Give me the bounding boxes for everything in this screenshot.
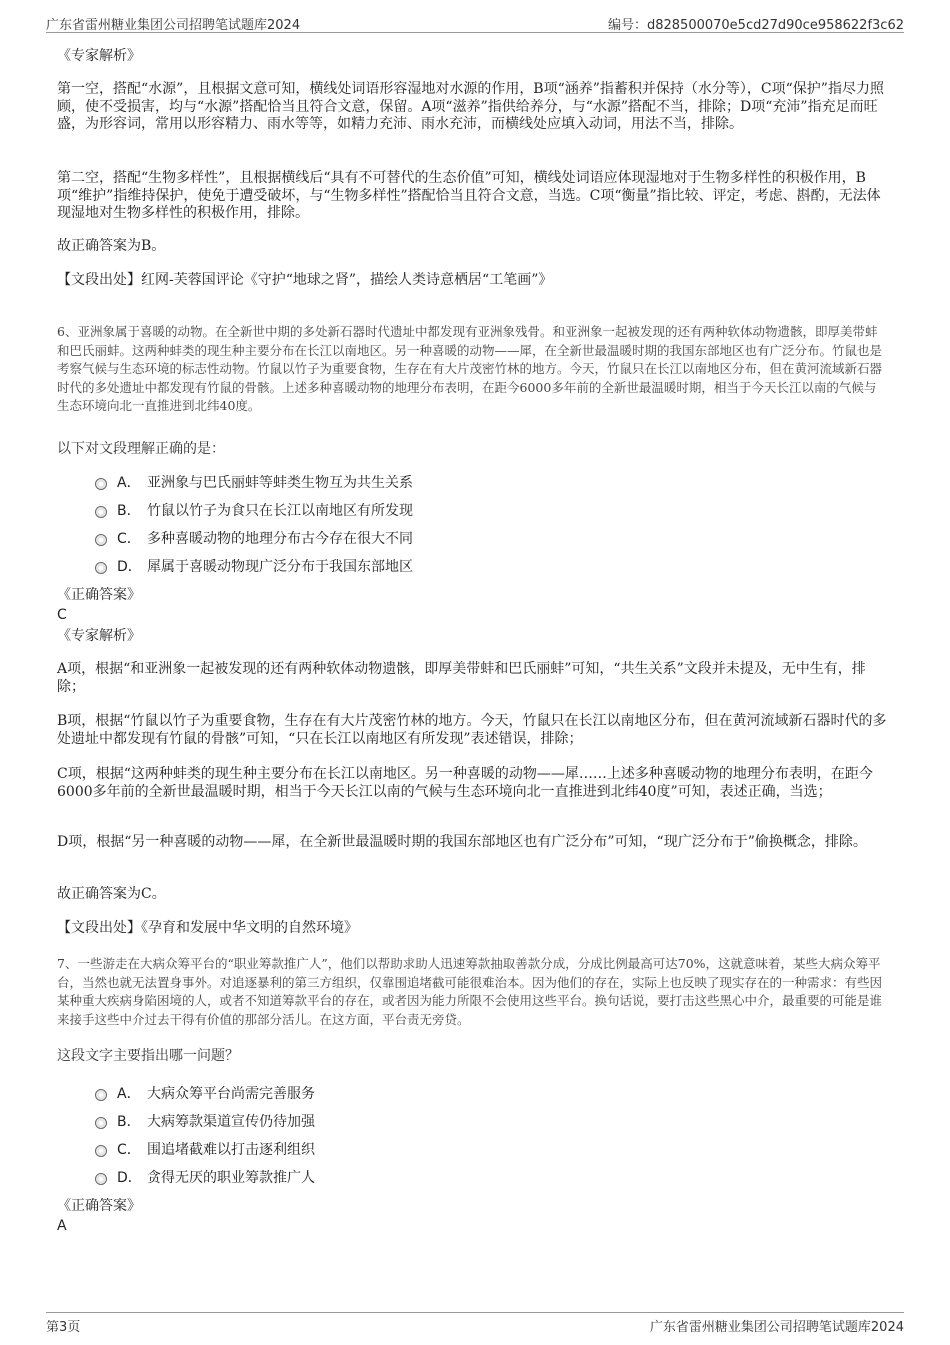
q6-analysis-a: A项，根据“和亚洲象一起被发现的还有两种软体动物遗骸，即厚美带蚌和巴氏丽蚌”可知，“共生关系”文段并未提及，无中生有，排除； bbox=[57, 661, 866, 695]
q7-stem: 7、一些游走在大病众筹平台的“职业筹款推广人”，他们以帮助求助人迅速筹款抽取善款分成，分成比例最高可达70%，这就意味着，某些大病众筹平台，当然也就无法置身事外。对追逐暴利的第三方组织，仅靠围追堵截可能很难治本。因为他们的存在，实际上也反映了现实存在的一种需求：有些因某种重大疾病身陷困境的人，或者不知道筹款平台的存在，或者因为能力所限不会使用这些平台。换句话说，要打击这些黑心中介，最重要的可能是谁来接手这些中介过去干得有价值的那部分活儿。在这方面，平台责无旁贷。 bbox=[57, 956, 883, 1027]
q7-option-b[interactable]: B． 大病筹款渠道宣传仍待加强 bbox=[95, 1112, 315, 1132]
radio-icon[interactable] bbox=[95, 1117, 107, 1129]
q6-stem: 6、亚洲象属于喜暖的动物。在全新世中期的多处新石器时代遗址中都发现有亚洲象残骨。和亚洲象一起被发现的还有两种软体动物遗骸，即厚美带蚌和巴氏丽蚌。这两种蚌类的现生种主要分布在长江以南地区。另一种喜暖的动物——犀，在全新世最温暖时期的我国东部地区也有广泛分布。竹鼠也是考察气候与生态环境的标志性动物。竹鼠以竹子为重要食物，生存在有大片茂密竹林的地方。今天，竹鼠只在长江以南地区分布，但在黄河流域新石器时代的多处遗址中都发现有竹鼠的骨骸。上述多种喜暖动物的地理分布表明，在距今6000多年前的全新世最温暖时期，相当于今天长江以南的气候与生态环境向北一直推进到北纬40度。 bbox=[57, 324, 883, 413]
q6-conclusion: 故正确答案为C。 bbox=[57, 886, 166, 902]
q6-option-c[interactable]: C． 多种喜暖动物的地理分布古今存在很大不同 bbox=[95, 529, 413, 549]
page-header bbox=[46, 14, 904, 33]
q6-answer: C bbox=[57, 607, 67, 623]
q6-analysis-b: B项，根据“竹鼠以竹子为重要食物，生存在有大片茂密竹林的地方。今天，竹鼠只在长江以南地区分布，但在黄河流域新石器时代的多处遗址中都发现有竹鼠的骨骸”可知，“只在长江以南地区有所发现”表述错误，排除； bbox=[57, 713, 887, 747]
q6-analysis-c: C项，根据“这两种蚌类的现生种主要分布在长江以南地区。另一种喜暖的动物——犀……上述多种喜暖动物的地理分布表明，在距今6000多年前的全新世最温暖时期，相当于今天长江以南的气候与生态环境向北一直推进到北纬40度”可知，表述正确，当选； bbox=[57, 766, 873, 800]
q6-option-a[interactable]: A． 亚洲象与巴氏丽蚌等蚌类生物互为共生关系 bbox=[95, 473, 413, 493]
option-text: 大病筹款渠道宣传仍待加强 bbox=[147, 1114, 315, 1130]
q7-option-a[interactable]: A． 大病众筹平台尚需完善服务 bbox=[95, 1084, 315, 1104]
radio-icon[interactable] bbox=[95, 1145, 107, 1157]
radio-icon[interactable] bbox=[95, 534, 107, 546]
q5-analysis-para2: 第二空，搭配“生物多样性”，且根据横线后“具有不可替代的生态价值”可知，横线处词语应体现湿地对于生物多样性的积极作用，B项“维护”指维持保护，使免于遭受破坏，与“生物多样性”搭配恰当且符合文意，当选。C项“衡量”指比较、评定，考虑、斟酌，无法体现湿地对生物多样性的积极作用，排除。 bbox=[57, 170, 881, 221]
q6-answer-title: 《正确答案》 bbox=[57, 587, 141, 603]
radio-icon[interactable] bbox=[95, 562, 107, 574]
header-title: 广东省雷州糖业集团公司招聘笔试题库2024 bbox=[46, 18, 301, 33]
option-text: 犀属于喜暖动物现广泛分布于我国东部地区 bbox=[147, 559, 413, 575]
q5-source: 【文段出处】红网-芙蓉国评论《守护“地球之肾”，描绘人类诗意栖居“工笔画”》 bbox=[57, 272, 553, 288]
q7-option-d[interactable]: D． 贪得无厌的职业筹款推广人 bbox=[95, 1168, 315, 1188]
radio-icon[interactable] bbox=[95, 478, 107, 490]
page-number: 第3页 bbox=[46, 1320, 81, 1335]
option-text: 围追堵截难以打击逐利组织 bbox=[147, 1142, 315, 1158]
q7-answer: A bbox=[57, 1218, 67, 1234]
q6-option-b[interactable]: B． 竹鼠以竹子为食只在长江以南地区有所发现 bbox=[95, 501, 413, 521]
option-text: 亚洲象与巴氏丽蚌等蚌类生物互为共生关系 bbox=[147, 475, 413, 491]
radio-icon[interactable] bbox=[95, 1173, 107, 1185]
radio-icon[interactable] bbox=[95, 506, 107, 518]
option-text: 贪得无厌的职业筹款推广人 bbox=[147, 1170, 315, 1186]
q6-question: 以下对文段理解正确的是： bbox=[57, 441, 225, 457]
q5-analysis-para1: 第一空，搭配“水源”，且根据文意可知，横线处词语形容湿地对水源的作用，B项“涵养”指蓄积并保持（水分等），C项“保护”指尽力照顾，使不受损害，均与“水源”搭配恰当且符合文意，保留。A项“滋养”指供给养分，与“水源”搭配不当，排除；D项“充沛”指充足而旺盛，为形容词，常用以形容精力、雨水等等，如精力充沛、雨水充沛，而横线处应填入动词，用法不当，排除。 bbox=[57, 81, 884, 132]
option-text: 大病众筹平台尚需完善服务 bbox=[147, 1086, 315, 1102]
footer-title: 广东省雷州糖业集团公司招聘笔试题库2024 bbox=[649, 1320, 904, 1335]
option-text: 竹鼠以竹子为食只在长江以南地区有所发现 bbox=[147, 503, 413, 519]
q6-analysis-d: D项，根据“另一种喜暖的动物——犀，在全新世最温暖时期的我国东部地区也有广泛分布”可知，“现广泛分布于”偷换概念，排除。 bbox=[57, 834, 867, 850]
header-doc-id: 编号：d828500070e5cd27d90ce958622f3c62 bbox=[607, 18, 904, 33]
q6-option-d[interactable]: D． 犀属于喜暖动物现广泛分布于我国东部地区 bbox=[95, 557, 413, 577]
q7-answer-title: 《正确答案》 bbox=[57, 1198, 141, 1214]
q5-analysis-title: 《专家解析》 bbox=[57, 48, 141, 64]
q6-source: 【文段出处】《孕育和发展中华文明的自然环境》 bbox=[57, 920, 358, 936]
q7-question: 这段文字主要指出哪一问题？ bbox=[57, 1048, 239, 1064]
q7-option-c[interactable]: C． 围追堵截难以打击逐利组织 bbox=[95, 1140, 315, 1160]
q5-conclusion: 故正确答案为B。 bbox=[57, 238, 166, 254]
option-text: 多种喜暖动物的地理分布古今存在很大不同 bbox=[147, 531, 413, 547]
radio-icon[interactable] bbox=[95, 1089, 107, 1101]
page-footer bbox=[46, 1312, 904, 1336]
q6-analysis-title: 《专家解析》 bbox=[57, 628, 141, 644]
